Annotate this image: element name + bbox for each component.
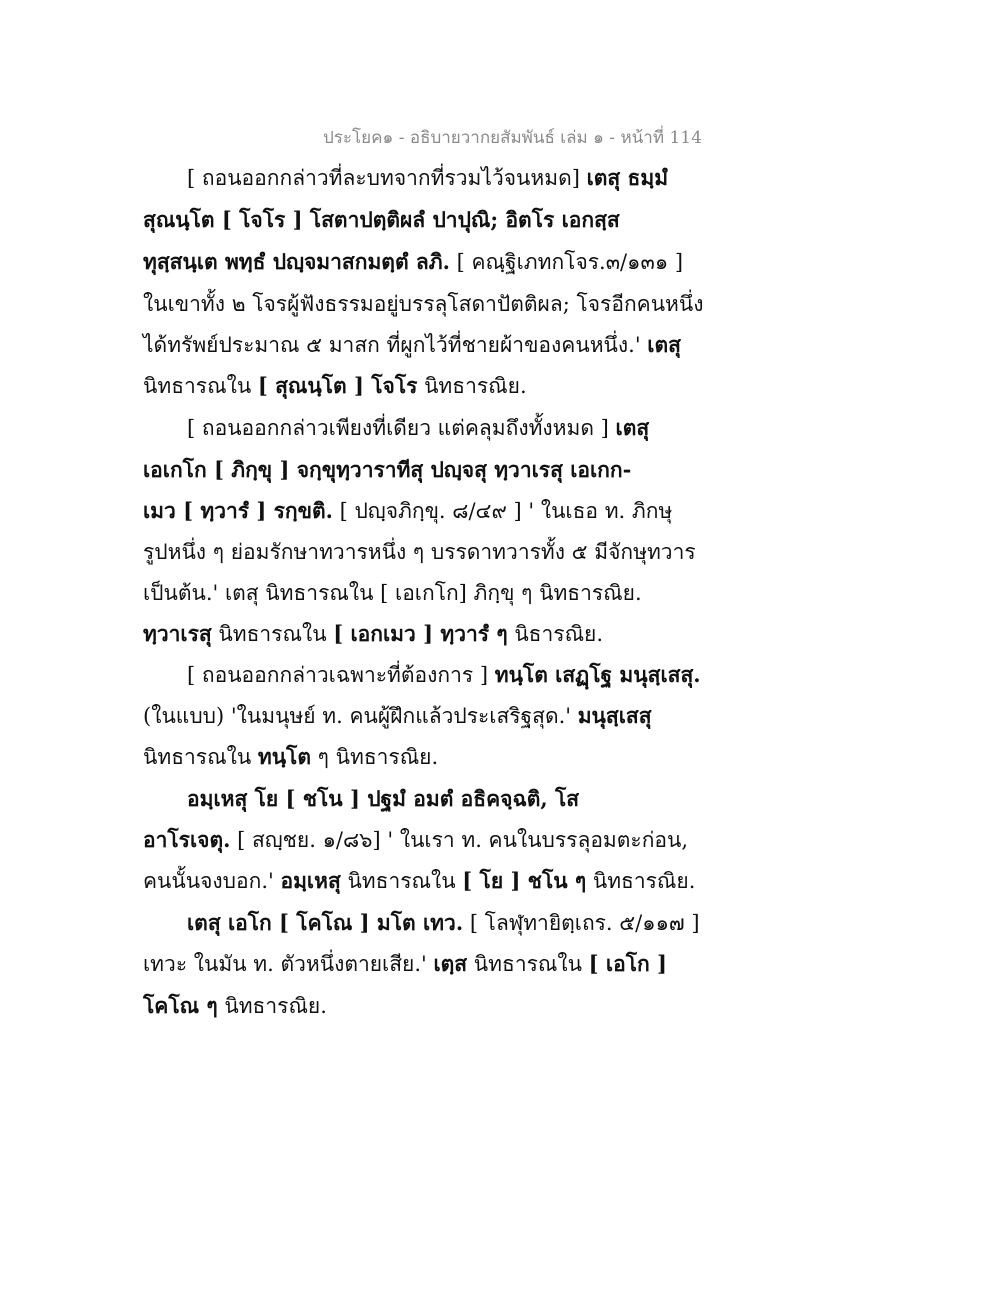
thai-text: [ ปญฺจภิกฺขุ. ๘/๔๙ ] ' ในเธอ ท. ภิกษุ <box>332 499 673 523</box>
text-line <box>143 826 688 854</box>
text-line <box>143 331 681 359</box>
pali-term: ทนฺโต <box>257 744 311 769</box>
text-line <box>187 785 579 813</box>
running-header: ประโยค๑ - อธิบายวากยสัมพันธ์ เล่ม ๑ - หน้าที่ 114 <box>323 128 702 148</box>
pali-term: [ โย ] ชโน ๆ <box>462 868 587 893</box>
thai-text: นิทธารณใน <box>143 745 258 769</box>
text-line <box>143 620 603 648</box>
text-line <box>143 538 696 566</box>
text-line <box>143 950 667 978</box>
thai-text: [ ถอนออกกล่าวเฉพาะที่ต้องการ ] <box>187 663 495 687</box>
pali-term: โคโณ ๆ <box>143 993 218 1018</box>
thai-text: [ โลฬุทายิตฺเถร. ๕/๑๑๗ ] <box>463 911 700 935</box>
thai-text: นิทธารณใน <box>211 622 334 646</box>
thai-text: ในเขาทั้ง ๒ โจรผู้ฟังธรรมอยู่บรรลุโสดาปัตติผล; โจรอีกคนหนึ่ง <box>143 292 704 316</box>
pali-term: อาโรเจตุ. <box>143 827 231 852</box>
text-line <box>143 702 652 730</box>
pali-term: อมฺเหสุ <box>280 868 341 893</box>
pali-term: เมว [ ทฺวารํ ] รกฺขติ. <box>143 498 333 523</box>
text-line <box>187 414 649 442</box>
thai-text: รูปหนึ่ง ๆ ย่อมรักษาทวารหนึ่ง ๆ บรรดาทวารทั้ง ๕ มีจักษุทวาร <box>143 540 696 564</box>
text-line <box>143 206 620 234</box>
pali-term: เตสุ ธมฺมํ <box>586 165 669 190</box>
pali-term: อมฺเหสุ โย [ ชโน ] ปฐมํ อมตํ อธิคจฺฉติ, โส <box>187 786 580 811</box>
text-line <box>187 661 701 689</box>
thai-text: เทวะ ในมัน ท. ตัวหนึ่งตายเสีย.' <box>143 952 434 976</box>
thai-text: [ ถอนออกกล่าวเพียงที่เดียว แต่คลุมถึงทั้งหมด ] <box>187 416 616 440</box>
thai-text: [ ถอนออกกล่าวที่ละบทจากที่รวมไว้จนหมด] <box>187 166 587 190</box>
thai-text: นิทธารณใน <box>143 374 258 398</box>
text-line <box>187 164 668 192</box>
thai-text: ได้ทรัพย์ประมาณ ๕ มาสก ที่ผูกไว้ที่ชายผ้าของคนหนึ่ง.' <box>143 333 648 357</box>
thai-text: เป็นต้น.' เตสุ นิทธารณใน [ เอเกโก] ภิกฺขุ ๆ นิทธารณิย. <box>143 581 642 605</box>
pali-term: [ เอโก ] <box>588 951 667 976</box>
pali-term: ทฺวาเรสุ <box>143 621 212 646</box>
pali-term: เอเกโก [ ภิกฺขุ ] จกฺขุทฺวาราทีสุ ปญฺจสุ ทฺวาเรสุ เอเกก- <box>143 457 632 482</box>
text-line <box>143 372 527 400</box>
thai-text: นิทธารณิย. <box>586 869 696 893</box>
text-line <box>143 456 631 484</box>
pali-term: เตสุ เอโก [ โคโณ ] มโต เทว. <box>187 910 464 935</box>
thai-text: นิทธารณใน <box>467 952 589 976</box>
text-line <box>143 867 695 895</box>
pali-term: เตฺส <box>433 951 468 976</box>
thai-text: [ สญฺชย. ๑/๘๖] ' ในเรา ท. คนในบรรลุอมตะก่อน, <box>230 828 689 852</box>
pali-term: เตสุ <box>647 332 681 357</box>
thai-text: คนนั้นจงบอก.' <box>143 869 281 893</box>
text-line <box>143 248 683 276</box>
text-line <box>187 909 700 937</box>
text-line <box>143 743 438 771</box>
thai-text: ๆ นิทธารณิย. <box>310 745 439 769</box>
pali-term: เตสุ <box>615 415 650 440</box>
text-line <box>143 992 327 1020</box>
pali-term: สุณนฺโต [ โจโร ] โสตาปตฺติผลํ ปาปุณิ; อิตโร เอกสฺส <box>143 207 620 232</box>
pali-term: ทนฺโต เสฏฺโฐ มนุสฺเสสุ. <box>494 662 701 687</box>
thai-text: นิทธารณิย. <box>417 374 527 398</box>
thai-text: [ คณฺฐิเภทกโจร.๓/๑๓๑ ] <box>449 250 684 274</box>
pali-term: มนุสฺเสสุ <box>577 703 652 728</box>
pali-term: [ สุณนฺโต ] โจโร <box>257 373 418 398</box>
thai-text: นิธารณิย. <box>507 622 604 646</box>
text-line <box>143 290 704 318</box>
pali-term: [ เอกเมว ] ทฺวารํ ๆ <box>333 621 508 646</box>
thai-text: นิทธารณิย. <box>217 994 327 1018</box>
thai-text: (ในแบบ) 'ในมนุษย์ ท. คนผู้ฝึกแล้วประเสริฐสุด.' <box>143 704 578 728</box>
text-line <box>143 497 672 525</box>
pali-term: ทุสฺสนฺเต พทฺธํ ปญฺจมาสกมตฺตํ ลภิ. <box>143 249 450 274</box>
text-line <box>143 579 642 607</box>
thai-text: นิทธารณใน <box>340 869 463 893</box>
